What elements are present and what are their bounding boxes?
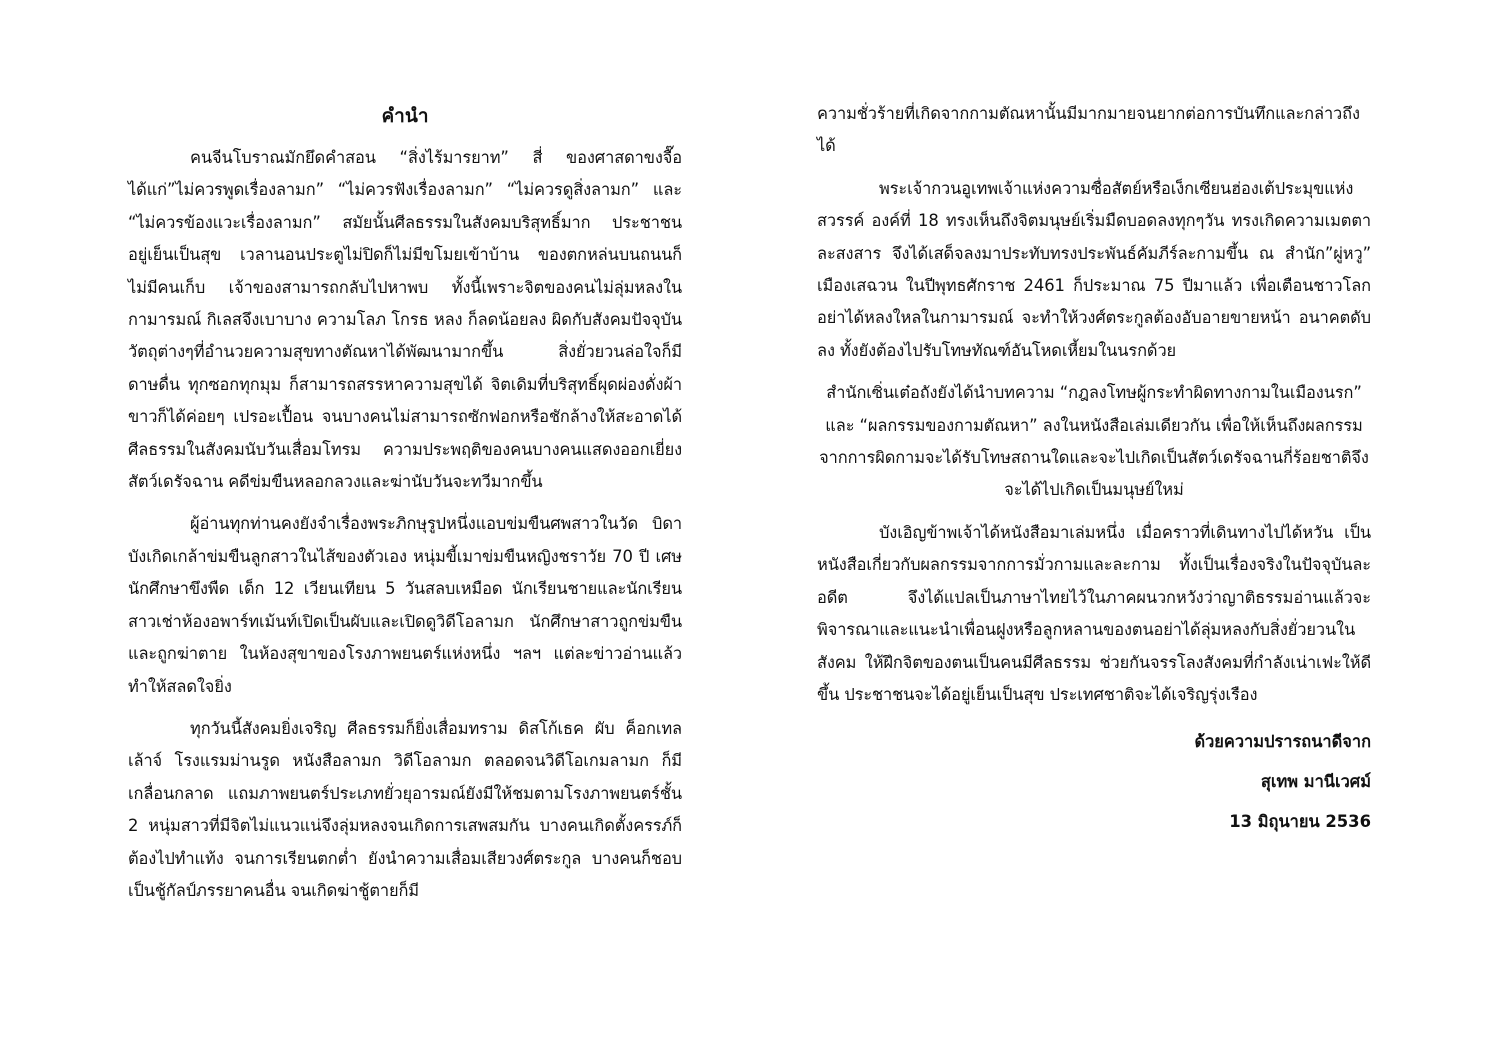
- paragraph-7: บังเอิญข้าพเจ้าได้หนังสือมาเล่มหนึ่ง เมื่อคราวที่เดินทางไปได้หวัน เป็นหนังสือเกี่ยวกับผลกรรมจากการมั่วกามและละกาม ทั้งเป็นเรื่องจริงในปัจจุบันละอดีต จึงได้แปลเป็นภาษาไทยไว้ในภาคผนวกหวังว่าญาติธรรมอ่านแล้วจะพิจารณาและแนะนำเพื่อนฝูงหรือลูกหลานของตนอย่าได้ลุ่มหลงกับสิ่งยั่วยวนในสังคม ให้ฝึกจิตของตนเป็นคนมีศีลธรรม ช่วยกันจรรโลงสังคมที่กำลังเน่าเฟะให้ดีขึ้น ประชาชนจะได้อยู่เย็นเป็นสุข ประเทศชาติจะได้เจริญรุ่งเรือง: [817, 522, 1371, 704]
- paragraph-2: ผู้อ่านทุกท่านคงยังจำเรื่องพระภิกษุรูปหนึ่งแอบข่มขืนศพสาวในวัด บิดาบังเกิดเกล้าข่มขืนลูกสาวในไส้ของตัวเอง หนุ่มขี้เมาข่มขืนหญิงชราวัย 70 ปี เศษ นักศึกษาขึงพืด เด็ก 12 เวียนเทียน 5 วันสลบเหมือด นักเรียนชายและนักเรียนสาวเช่าห้องอพาร์ทเม้นท์เปิดเป็นผับและเปิดดูวิดีโอลามก นักศึกษาสาวถูกข่มขืนและถูกฆ่าตาย ในห้องสุขาของโรงภาพยนตร์แห่งหนึ่ง ฯลฯ แต่ละข่าวอ่านแล้วทำให้สลดใจยิ่ง: [128, 514, 682, 696]
- paragraph-6: สำนักเซิ่นเต๋อถังยังได้นำบทความ “กฎลงโทษผู้กระทำผิดทางกามในเมืองนรก” และ “ผลกรรมของกามตัณหา” ลงในหนังสือเล่มเดียวกัน เพื่อให้เห็นถึงผลกรรมจากการผิดกามจะได้รับโทษสถานใดและจะไปเกิดเป็นสัตว์เดรัจฉานกี่ร้อยชาติจึงจะได้ไปเกิดเป็นมนุษย์ใหม่: [819, 383, 1369, 500]
- page-title: คำนำ: [381, 105, 429, 127]
- paragraph-1: คนจีนโบราณมักยึดคำสอน “สิ่งไร้มารยาท” สี่ ของศาสดาขงจื๊อ ได้แก่”ไม่ควรพูดเรื่องลามก” “ไม่ควรฟังเรื่องลามก” “ไม่ควรดูสิ่งลามก” และ “ไม่ควรข้องแวะเรื่องลามก” สมัยนั้นศีลธรรมในสังคมบริสุทธิ์มาก ประชาชนอยู่เย็นเป็นสุข เวลานอนประตูไม่ปิดก็ไม่มีขโมยเข้าบ้าน ของตกหล่นบนถนนก็ไม่มีคนเก็บ เจ้าของสามารถกลับไปหาพบ ทั้งนี้เพราะจิตของคนไม่ลุ่มหลงในกามารมณ์ กิเลสจึงเบาบาง ความโลภ โกรธ หลง ก็ลดน้อยลง ผิดกับสังคมปัจจุบัน วัตถุต่างๆที่อำนวยความสุขทางตัณหาได้พัฒนามากขึ้น สิ่งยั่วยวนล่อใจก็มีดาษดื่น ทุกซอกทุกมุม ก็สามารถสรรหาความสุขได้ จิตเดิมที่บริสุทธิ์ผุดผ่องดั่งผ้าขาวก็ได้ค่อยๆ เปรอะเปื้อน จนบางคนไม่สามารถซักฟอกหรือชักล้างให้สะอาดได้ ศีลธรรมในสังคมนับวันเสื่อมโทรม ความประพฤติของคนบางคนแสดงออกเยี่ยงสัตว์เดรัจฉาน คดีข่มขืนหลอกลวงและฆ่านับวันจะทวีมากขึ้น: [128, 148, 682, 492]
- closing-line: ด้วยความปรารถนาดีจาก: [1194, 732, 1371, 752]
- right-page: [750, 0, 1500, 1059]
- left-column: [128, 96, 682, 917]
- signoff-date: 13 มิถุนายน 2536: [1229, 812, 1371, 832]
- paragraph-4: ความชั่วร้ายที่เกิดจากกามตัณหานั้นมีมากมายจนยากต่อการบันทึกและกล่าวถึงได้: [817, 104, 1360, 156]
- paragraph-5: พระเจ้ากวนอูเทพเจ้าแห่งความซื่อสัตย์หรือเง็กเซียนฮ่องเต้ประมุขแห่งสวรรค์ องค์ที่ 18 ทรงเห็นถึงจิตมนุษย์เริ่มมืดบอดลงทุกๆวัน ทรงเกิดความเมตตาละสงสาร จึงได้เสด็จลงมาประทับทรงประพันธ์คัมภีร์ละกามขึ้น ณ สำนัก”ผู่หวู” เมืองเสฉวน ในปีพุทธศักราช 2461 ก็ประมาณ 75 ปีมาแล้ว เพื่อเตือนชาวโลก อย่าได้หลงใหลในกามารมณ์ จะทำให้วงศ์ตระกูลต้องอับอายขายหน้า อนาคตดับลง ทั้งยังต้องไปรับโทษทัณฑ์อันโหดเหี้ยมในนรกด้วย: [817, 178, 1371, 360]
- author-name: สุเทพ มานีเวศม์: [1260, 772, 1371, 792]
- paragraph-3: ทุกวันนี้สังคมยิ่งเจริญ ศีลธรรมก็ยิ่งเสื่อมทราม ดิสโก้เธค ผับ ค็อกเทลเล้าจ์ โรงแรมม่านรูด หนังสือลามก วิดีโอลามก ตลอดจนวิดีโอเกมลามก ก็มีเกลื่อนกลาด แถมภาพยนตร์ประเภทยั่วยุอารมณ์ยังมีให้ชมตามโรงภาพยนตร์ชั้น 2 หนุ่มสาวที่มีจิตไม่แนวแน่จึงลุ่มหลงจนเกิดการเสพสมกัน บางคนเกิดตั้งครรภ์ก็ต้องไปทำแท้ง จนการเรียนตกต่ำ ยังนำความเสื่อมเสียวงศ์ตระกูล บางคนก็ชอบเป็นชู้กัลป์ภรรยาคนอื่น จนเกิดฆ่าชู้ตายก็มี: [128, 718, 682, 900]
- right-column: [817, 96, 1371, 845]
